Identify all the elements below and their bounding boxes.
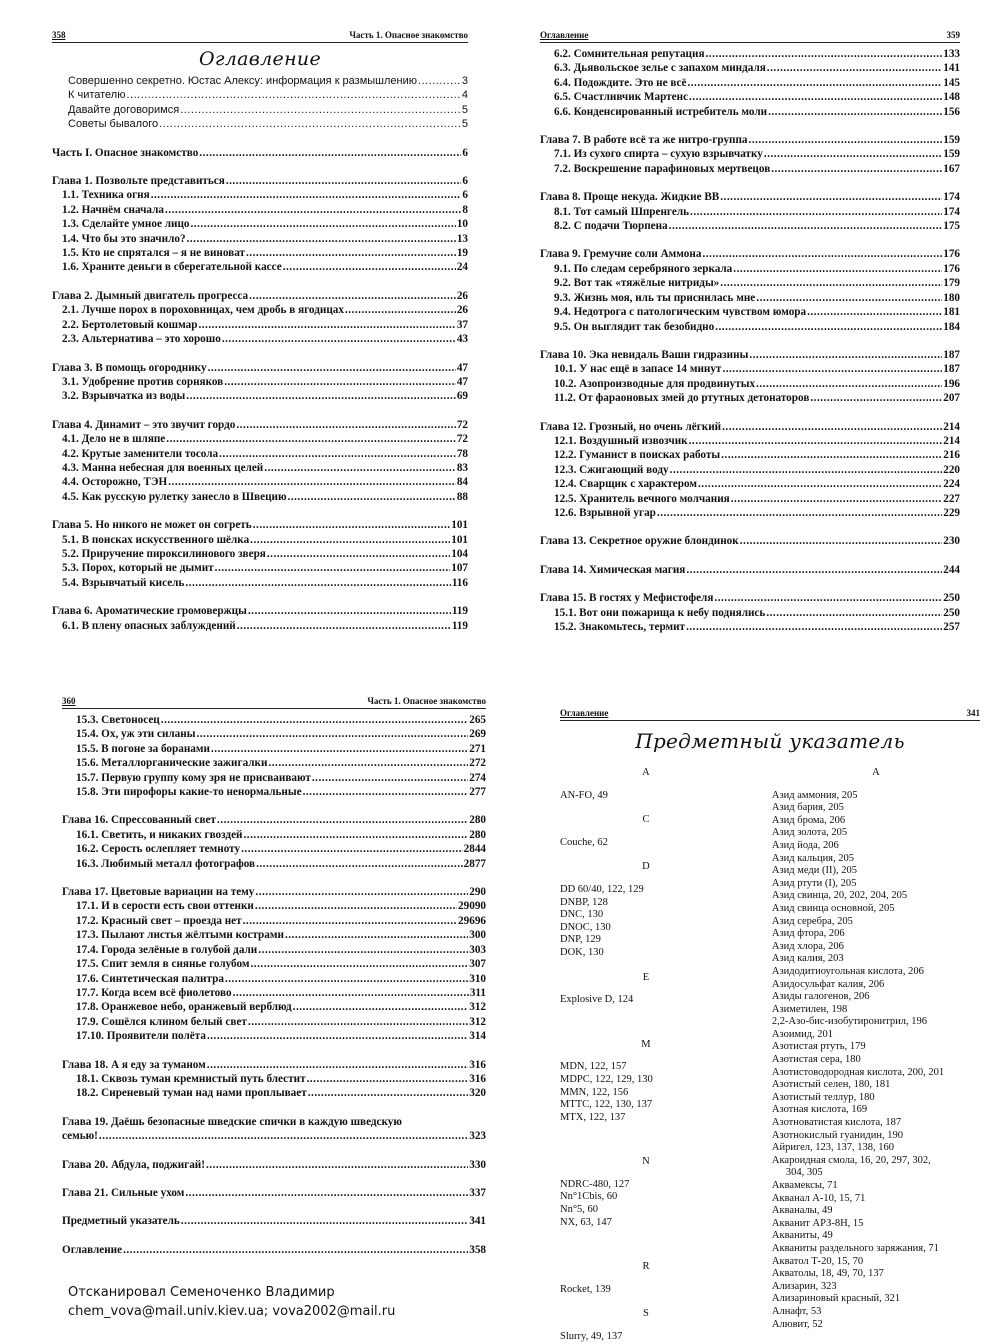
index-entry[interactable]: Азотистый селен, 180, 181	[771, 1079, 891, 1091]
toc-section-entry[interactable]: 4.3. Манна небесная для военных целей ..... 83	[52, 461, 468, 475]
toc-section-entry[interactable]: 6.5. Счастливчик Мартенс ..... 148	[540, 90, 960, 104]
toc-section-entry[interactable]: 4.5. Как русскую рулетку занесло в Швецию ..... 88	[52, 490, 468, 504]
toc-section-entry[interactable]: 5.4. Взрывчатый кисель ..... 116	[52, 576, 468, 590]
running-header	[540, 30, 960, 43]
index-entry[interactable]: Аквамексы, 71	[771, 1180, 838, 1191]
toc-section-entry[interactable]: 16.3. Любимый металл фотографов ..... 2877	[62, 857, 486, 871]
toc-chapter-entry[interactable]: Глава 20. Абдула, поджигай! ..... 330	[62, 1158, 486, 1172]
index-entry[interactable]: DNC, 130	[560, 909, 604, 921]
toc-chapter-entry[interactable]: Глава 9. Гремучие соли Аммона ..... 176	[540, 247, 960, 261]
toc-section-entry[interactable]: 12.1. Воздушный извозчик ..... 214	[540, 434, 960, 448]
index-entry[interactable]: Азотистый теллур, 180	[771, 1091, 875, 1103]
index-entry[interactable]: MMN, 122, 156	[560, 1086, 629, 1098]
toc-section-entry[interactable]: 9.4. Недотрога с патологическим чувством юмора ..... 181	[540, 305, 960, 319]
page-341	[560, 708, 980, 1344]
toc-frontmatter-entry[interactable]: Давайте договоримся ..... 5	[52, 103, 468, 117]
toc-section-entry[interactable]: 7.1. Из сухого спирта – сухую взрывчатку ..... 159	[540, 147, 960, 161]
index-entry[interactable]: Азотистая сера, 180	[771, 1054, 861, 1066]
index-entry[interactable]: Азотная кислота, 169	[771, 1104, 868, 1116]
toc-section-entry[interactable]: 12.3. Сжигающий воду ..... 220	[540, 463, 960, 477]
toc-frontmatter-entry[interactable]: Советы бывалого ..... 5	[52, 117, 468, 131]
index-entry[interactable]: Азидодитиоугольная кислота, 206	[771, 965, 924, 977]
credits-name: Отсканировал Семеноченко Владимир	[68, 1285, 335, 1300]
toc-section-entry[interactable]: 6.3. Дьявольское зелье с запахом миндаля ..... 141	[540, 61, 960, 75]
index-latin-column	[560, 767, 732, 1344]
index-entry[interactable]: Nn°1Cbis, 60	[560, 1191, 618, 1203]
toc-frontmatter-entry[interactable]: К читателю ..... 4	[52, 88, 468, 102]
toc-section-entry[interactable]: 9.1. По следам серебряного зеркала ..... 176	[540, 262, 960, 276]
toc-chapter-entry[interactable]: Глава 14. Химическая магия ..... 244	[540, 563, 960, 577]
toc-section-entry[interactable]: 1.1. Техника огня ..... 6	[52, 188, 468, 202]
toc-chapter-entry[interactable]: Глава 17. Цветовые вариации на тему ..... 290	[62, 885, 486, 899]
toc-section-entry[interactable]: 4.4. Осторожно, ТЭН ..... 84	[52, 475, 468, 489]
index-entry[interactable]: MTX, 122, 137	[560, 1111, 626, 1123]
toc-section-entry[interactable]: 12.4. Сварщик с характером ..... 224	[540, 477, 960, 491]
index-entry[interactable]: Nn°5, 60	[560, 1204, 599, 1216]
toc-section-entry[interactable]: 18.2. Сиреневый туман над нами проплывает ..... 320	[62, 1086, 486, 1100]
toc-chapter-entry[interactable]: Глава 5. Но никого не может он согреть ..... 101	[52, 518, 468, 532]
toc-chapter-entry[interactable]: Глава 1. Позвольте представиться ..... 6	[52, 174, 468, 188]
index-entry[interactable]: MDPC, 122, 129, 130	[560, 1073, 653, 1085]
toc-section-entry[interactable]: 6.2. Сомнительная репутация ..... 133	[540, 47, 960, 61]
index-entry[interactable]: Азид аммония, 205	[771, 789, 858, 801]
index-entry[interactable]: NX, 63, 147	[560, 1216, 612, 1228]
toc-chapter-entry[interactable]: Глава 21. Сильные ухом ..... 337	[62, 1186, 486, 1200]
index-letter: А	[872, 767, 880, 778]
index-entry[interactable]: AN-FO, 49	[560, 789, 608, 801]
toc-section-entry[interactable]: 15.4. Ох, уж эти силаны ..... 269	[62, 727, 486, 741]
toc-section-entry[interactable]: 2.1. Лучше порох в пороховницах, чем дробь в ягодицах ..... 26	[52, 303, 468, 317]
index-entry[interactable]: Азид свинца основной, 205	[771, 902, 895, 914]
toc-chapter-entry[interactable]: Глава 15. В гостях у Мефистофеля ..... 250	[540, 591, 960, 605]
toc-section-entry[interactable]: 6.4. Подождите. Это не всё ..... 145	[540, 76, 960, 90]
toc-section-entry[interactable]: 17.4. Города зелёные в голубой дали ..... 303	[62, 943, 486, 957]
index-entry[interactable]: DNP, 129	[560, 934, 601, 946]
toc-section-entry[interactable]: 3.2. Взрывчатка из воды ..... 69	[52, 389, 468, 403]
index-entry[interactable]: Азиды галогенов, 206	[771, 991, 870, 1003]
index-entry[interactable]: Азид меди (II), 205	[771, 865, 857, 877]
toc-chapter-entry[interactable]: Глава 3. В помощь огороднику ..... 47	[52, 361, 468, 375]
index-entry[interactable]: Азотнокислый гуанидин, 190	[771, 1129, 903, 1141]
page-number: 358	[52, 30, 66, 40]
toc-section-entry[interactable]: 17.10. Проявители полёта ..... 314	[62, 1029, 486, 1043]
index-entry[interactable]: Ализариновый красный, 321	[771, 1293, 901, 1305]
page-title: Оглавление	[198, 48, 321, 70]
index-entry[interactable]: Азид хлора, 206	[771, 940, 844, 952]
running-header-section: Оглавление	[540, 30, 589, 40]
toc-section-entry[interactable]: 4.1. Дело не в шляпе ..... 72	[52, 432, 468, 446]
index-entry[interactable]: Акванит АРЗ-8Н, 15	[771, 1217, 864, 1229]
index-entry[interactable]: Азоимид, 201	[771, 1028, 834, 1040]
toc-section-entry[interactable]: 15.3. Светоносец ..... 265	[62, 713, 486, 727]
index-entry[interactable]: 304, 305	[785, 1167, 823, 1179]
index-entry[interactable]: Rocket, 139	[560, 1283, 611, 1295]
toc-section-entry[interactable]: 18.1. Сквозь туман кремнистый путь блестит ..... 316	[62, 1072, 486, 1086]
index-entry[interactable]: Акваниты раздельного заряжания, 71	[771, 1242, 939, 1254]
index-entry[interactable]: Азид кальция, 205	[771, 852, 855, 864]
toc-part-entry[interactable]: Часть I. Опасное знакомство ..... 6	[52, 146, 468, 160]
toc-section-entry[interactable]: 12.5. Хранитель вечного молчания ..... 227	[540, 492, 960, 506]
toc-section-entry[interactable]: 5.3. Порох, который не дымит ..... 107	[52, 561, 468, 575]
index-entry[interactable]: Азид золота, 205	[771, 827, 848, 839]
index-entry[interactable]: NDRC-480, 127	[560, 1178, 630, 1190]
toc-section-entry[interactable]: 17.7. Когда всем всё фиолетово ..... 311	[62, 986, 486, 1000]
toc-section-entry[interactable]: 17.3. Пылают листья жёлтыми кострами ..... 300	[62, 928, 486, 942]
index-entry[interactable]: Азид серебра, 205	[771, 915, 853, 927]
index-entry[interactable]: Акватол Т-20, 15, 70	[771, 1255, 864, 1267]
toc-section-entry[interactable]: 5.2. Приручение пироксилинового зверя ..... 104	[52, 547, 468, 561]
index-entry[interactable]: Азид бария, 205	[771, 802, 844, 814]
toc-section-entry[interactable]: 3.1. Удобрение против сорняков ..... 47	[52, 375, 468, 389]
toc-section-entry[interactable]: 11.2. От фараоновых змей до ртутных детонаторов ..... 207	[540, 391, 960, 405]
index-entry[interactable]: Азид брома, 206	[771, 814, 846, 826]
toc-section-entry[interactable]: 12.2. Гуманист в поисках работы ..... 216	[540, 448, 960, 462]
page-358	[52, 30, 468, 633]
toc-frontmatter-entry[interactable]: Совершенно секретно. Юстас Алексу: информация к размышлению ..... 3	[52, 74, 468, 88]
toc-section-entry[interactable]: 17.1. И в серости есть свои оттенки ..... 29090	[62, 899, 486, 913]
page-number: 360	[62, 696, 76, 706]
toc-section-entry[interactable]: 8.2. С подачи Тюрпена ..... 175	[540, 219, 960, 233]
index-entry[interactable]: 2,2-Азо-бис-изобутиронитрил, 196	[771, 1016, 927, 1028]
index-letter: R	[642, 1261, 650, 1273]
toc-section-entry[interactable]: 9.3. Жизнь моя, иль ты приснилась мне ..... 180	[540, 291, 960, 305]
toc-section-entry[interactable]: 2.3. Альтернатива – это хорошо ..... 43	[52, 332, 468, 346]
index-letter: S	[643, 1308, 649, 1320]
index-entry[interactable]: Акватолы, 18, 49, 70, 137	[771, 1268, 884, 1280]
toc-section-entry[interactable]: 15.1. Вот они пожарища к небу поднялись ..... 250	[540, 606, 960, 620]
toc-chapter-entry[interactable]: Глава 18. А я еду за туманом ..... 316	[62, 1058, 486, 1072]
running-header-section: Часть 1. Опасное знакомство	[367, 696, 486, 706]
toc-section-entry[interactable]: 8.1. Тот самый Шпренгель ..... 174	[540, 205, 960, 219]
toc-section-entry[interactable]: 15.2. Знакомьтесь, термит ..... 257	[540, 620, 960, 634]
toc-section-entry[interactable]: 9.5. Он выглядит так безобидно ..... 184	[540, 320, 960, 334]
toc-chapter-entry[interactable]: Глава 16. Спрессованный свет ..... 280	[62, 813, 486, 827]
toc-section-entry[interactable]: 17.6. Синтетическая палитра ..... 310	[62, 972, 486, 986]
toc-section-entry[interactable]: 17.9. Сошёлся клином белый свет ..... 312	[62, 1015, 486, 1029]
toc-chapter-entry[interactable]: Глава 19. Даёшь безопасные шведские спички в каждую шведскую семью! ..... 323	[62, 1115, 486, 1144]
toc-section-entry[interactable]: 15.8. Эти пирофоры какие-то ненормальные ..... 277	[62, 785, 486, 799]
index-letter: C	[642, 814, 650, 826]
toc-section-entry[interactable]: 17.2. Красный свет – проезда нет ..... 29696	[62, 914, 486, 928]
running-header-section: Оглавление	[560, 708, 609, 718]
toc-section-entry[interactable]: 6.1. В плену опасных заблуждений ..... 119	[52, 619, 468, 633]
toc-section-entry[interactable]: 15.6. Металлорганические зажигалки ..... 272	[62, 756, 486, 770]
index-entry[interactable]: DNOC, 130	[560, 921, 611, 933]
toc-section-entry[interactable]: 5.1. В поисках искусственного шёлка ..... 101	[52, 533, 468, 547]
toc-section-entry[interactable]: 16.1. Светить, и никаких гвоздей ..... 280	[62, 828, 486, 842]
toc-section-entry[interactable]: 1.6. Храните деньги в сберегательной кассе ..... 24	[52, 260, 468, 274]
index-entry[interactable]: Азотноватистая кислота, 187	[771, 1117, 902, 1129]
toc-chapter-entry[interactable]: Предметный указатель ..... 341	[62, 1214, 486, 1228]
index-entry[interactable]: Азид калия, 203	[771, 953, 844, 965]
index-letter: E	[642, 971, 650, 983]
index-letter: N	[642, 1156, 650, 1168]
index-entry[interactable]: DNBP, 128	[560, 896, 608, 908]
index-entry[interactable]: Азид ртути (I), 205	[771, 877, 857, 889]
running-header	[52, 30, 468, 43]
toc-section-entry[interactable]: 12.6. Взрывной угар ..... 229	[540, 506, 960, 520]
index-entry[interactable]: Акванал А-10, 15, 71	[771, 1192, 866, 1204]
page-number: 359	[946, 30, 960, 40]
toc-section-entry[interactable]: 1.5. Кто не спрятался – я не виноват ..... 19	[52, 246, 468, 260]
toc-section-entry[interactable]: 6.6. Конденсированный истребитель моли ..... 156	[540, 105, 960, 119]
index-entry[interactable]: Акваналы, 49	[771, 1205, 833, 1217]
index-cyrillic-column	[732, 767, 980, 1344]
toc-chapter-entry[interactable]: Глава 13. Секретное оружие блондинок ..... 230	[540, 534, 960, 548]
index-entry[interactable]: MDN, 122, 157	[560, 1061, 627, 1073]
index-entry[interactable]: Explosive D, 124	[560, 994, 634, 1006]
index-entry[interactable]: DOK, 130	[560, 946, 604, 958]
index-entry[interactable]: Алювит, 52	[771, 1318, 823, 1330]
toc-section-entry[interactable]: 1.3. Сделайте умное лицо ..... 10	[52, 217, 468, 231]
toc-section-entry[interactable]: 10.2. Азопроизводные для продвинутых ..... 196	[540, 377, 960, 391]
running-header	[62, 696, 486, 709]
toc-chapter-entry[interactable]: Глава 10. Эка невидаль Ваши гидразины ..... 187	[540, 348, 960, 362]
toc-section-entry[interactable]: 15.5. В погоне за боранами ..... 271	[62, 742, 486, 756]
toc-chapter-entry[interactable]: Глава 4. Динамит – это звучит гордо ..... 72	[52, 418, 468, 432]
toc-chapter-entry[interactable]: Оглавление ..... 358	[62, 1243, 486, 1257]
index-letter: A	[642, 767, 650, 778]
scan-credits	[68, 1283, 395, 1321]
toc-section-entry[interactable]: 17.5. Спит земля в сиянье голубом ..... 307	[62, 957, 486, 971]
toc-chapter-entry[interactable]: Глава 6. Ароматические громовержцы ..... 119	[52, 604, 468, 618]
credits-emails: chem_vova@mail.univ.kiev.ua; vova2002@mail.ru	[68, 1304, 396, 1319]
index-entry[interactable]: Азотистая ртуть, 179	[771, 1041, 866, 1053]
index-entry[interactable]: Азид йода, 206	[771, 839, 839, 851]
index-entry[interactable]: Акваниты, 49	[771, 1230, 833, 1242]
running-header-section: Часть 1. Опасное знакомство	[349, 30, 468, 40]
toc-section-entry[interactable]: 10.1. У нас ещё в запасе 14 минут ..... 187	[540, 362, 960, 376]
index-entry[interactable]: Азид свинца, 20, 202, 204, 205	[771, 890, 908, 902]
index-entry[interactable]: Slurry, 49, 137	[560, 1331, 623, 1343]
toc-section-entry[interactable]: 9.2. Вот так «тяжёлые нитриды» ..... 179	[540, 276, 960, 290]
index-entry[interactable]: Алнафт, 53	[771, 1305, 822, 1317]
running-header	[560, 708, 980, 721]
index-entry[interactable]: MTTC, 122, 130, 137	[560, 1099, 653, 1111]
index-entry[interactable]: Акароидная смола, 16, 20, 297, 302,	[771, 1154, 931, 1166]
index-entry[interactable]: DD 60/40, 122, 129	[560, 883, 644, 895]
toc-section-entry[interactable]: 15.7. Первую группу кому зря не присваивают ..... 274	[62, 771, 486, 785]
toc-chapter-entry[interactable]: Глава 12. Грозный, но очень лёгкий ..... 214	[540, 420, 960, 434]
toc-chapter-entry[interactable]: Глава 2. Дымный двигатель прогресса ..... 26	[52, 289, 468, 303]
index-entry[interactable]: Азотистоводородная кислота, 200, 201	[771, 1066, 945, 1078]
index-entry[interactable]: Айригел, 123, 137, 138, 160	[771, 1142, 895, 1154]
toc-section-entry[interactable]: 2.2. Бертолетовый кошмар ..... 37	[52, 318, 468, 332]
index-title: Предметный указатель	[635, 729, 905, 753]
toc-section-entry[interactable]: 16.2. Серость ослепляет темноту ..... 2844	[62, 842, 486, 856]
index-entry[interactable]: Ализарин, 323	[771, 1280, 837, 1292]
toc-section-entry[interactable]: 7.2. Воскрешение парафиновых мертвецов ..... 167	[540, 162, 960, 176]
index-entry[interactable]: Азидосульфат калия, 206	[771, 978, 885, 990]
toc-section-entry[interactable]: 1.4. Что бы это значило? ..... 13	[52, 232, 468, 246]
index-entry[interactable]: Couche, 62	[560, 836, 608, 848]
page-359	[540, 30, 960, 634]
page-number: 341	[966, 708, 980, 718]
index-entry[interactable]: Азид фтора, 206	[771, 928, 845, 940]
toc-chapter-entry[interactable]: Глава 8. Проще некуда. Жидкие ВВ ..... 174	[540, 190, 960, 204]
index-entry[interactable]: Азиметилен, 198	[771, 1003, 848, 1015]
toc-section-entry[interactable]: 17.8. Оранжевое небо, оранжевый верблюд ..... 312	[62, 1000, 486, 1014]
toc-section-entry[interactable]: 1.2. Начнём сначала ..... 8	[52, 203, 468, 217]
toc-section-entry[interactable]: 4.2. Крутые заменители тосола ..... 78	[52, 447, 468, 461]
index-letter: D	[642, 861, 650, 873]
page-360	[62, 696, 486, 1257]
index-letter: M	[641, 1038, 651, 1050]
toc-chapter-entry[interactable]: Глава 7. В работе всё та же нитро-группа ..... 159	[540, 133, 960, 147]
